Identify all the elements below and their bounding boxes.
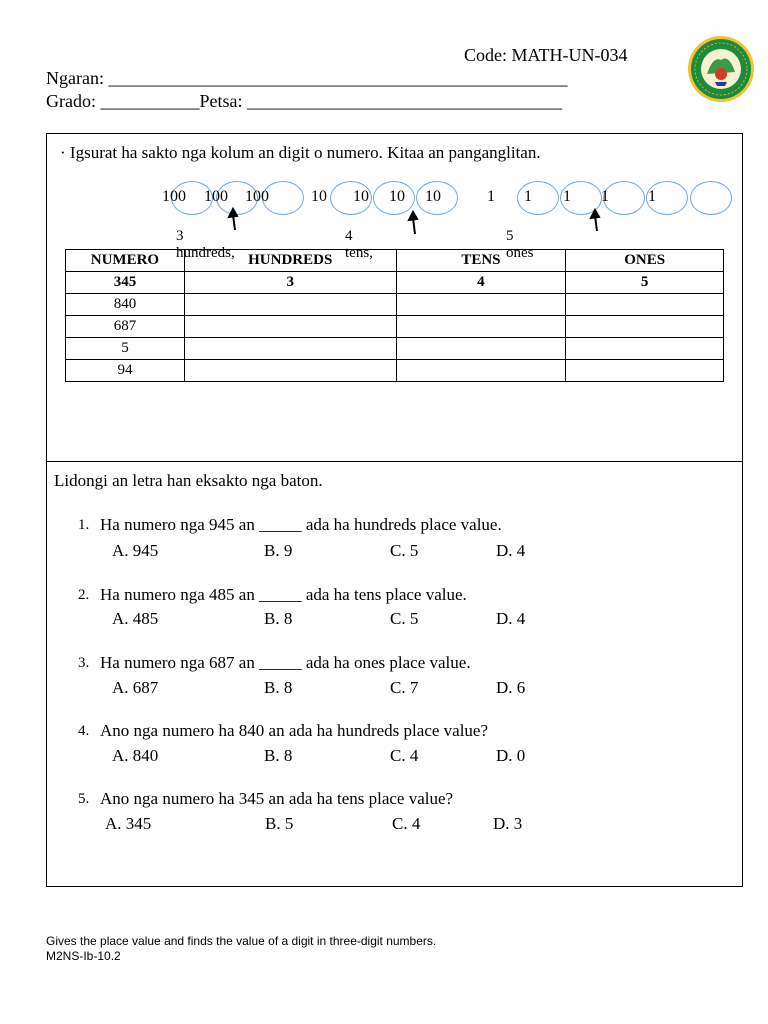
option-c[interactable]: C. 5 (390, 609, 419, 628)
option-b[interactable]: B. 5 (265, 814, 294, 833)
option-c[interactable]: C. 7 (390, 678, 419, 697)
example-number: 1 (563, 188, 571, 205)
example-number: 1 (601, 188, 609, 205)
option-c[interactable]: C. 5 (390, 541, 419, 560)
example-number: 10 (425, 188, 441, 205)
question-text: Ha numero nga 485 an _____ ada ha tens place value. (100, 585, 467, 604)
answer-cell[interactable] (184, 316, 396, 338)
grade-date-line[interactable]: Grado: ___________Petsa: ___________________________________ (46, 91, 562, 111)
example-number: 10 (311, 188, 327, 205)
table-cell: 5 (566, 272, 724, 294)
option-d[interactable]: D. 4 (496, 609, 526, 628)
table-cell: 5 (66, 338, 185, 360)
option-b[interactable]: B. 8 (264, 746, 293, 765)
table-cell: 3 (184, 272, 396, 294)
example-number: 100 (245, 188, 269, 205)
place-value-table (65, 249, 724, 382)
option-a[interactable]: A. 840 (112, 746, 159, 765)
answer-cell[interactable] (184, 294, 396, 316)
table-header-row (66, 250, 724, 272)
question-number: 1. (78, 517, 90, 533)
example-label-ones: 5 ones (506, 228, 534, 261)
question-number: 3. (78, 655, 90, 671)
question-number: 2. (78, 587, 90, 603)
option-a[interactable]: A. 345 (105, 814, 152, 833)
option-d[interactable]: D. 6 (496, 678, 526, 697)
question-text: Ha numero nga 687 an _____ ada ha ones place value. (100, 653, 471, 672)
answer-cell[interactable] (396, 294, 566, 316)
table-cell: 4 (396, 272, 566, 294)
example-number: 10 (389, 188, 405, 205)
pointer-arrows (0, 0, 768, 250)
example-label-tens: 4 tens, (345, 228, 373, 261)
answer-cell[interactable] (566, 294, 724, 316)
example-number: 100 (162, 188, 186, 205)
answer-cell[interactable] (184, 360, 396, 382)
example-number: 100 (204, 188, 228, 205)
table-cell: 687 (66, 316, 185, 338)
competency-code: M2NS-Ib-10.2 (46, 949, 121, 963)
answer-cell[interactable] (396, 360, 566, 382)
question-text: Ha numero nga 945 an _____ ada ha hundreds place value. (100, 515, 502, 534)
table-row (66, 360, 724, 382)
table-row (66, 316, 724, 338)
answer-cell[interactable] (566, 338, 724, 360)
column-header: HUNDREDS (184, 250, 396, 272)
table-cell: 345 (66, 272, 185, 294)
question-number: 5. (78, 791, 90, 807)
example-number: 1 (524, 188, 532, 205)
question-number: 4. (78, 723, 90, 739)
option-a[interactable]: A. 945 (112, 541, 159, 560)
question-text: Ano nga numero ha 840 an ada ha hundreds place value? (100, 721, 489, 740)
answer-cell[interactable] (184, 338, 396, 360)
option-b[interactable]: B. 8 (264, 678, 293, 697)
question-text: Ano nga numero ha 345 an ada ha tens place value? (100, 789, 454, 808)
example-number: 1 (487, 188, 495, 205)
table-cell: 840 (66, 294, 185, 316)
option-b[interactable]: B. 9 (264, 541, 293, 560)
option-a[interactable]: A. 485 (112, 609, 159, 628)
example-row (66, 272, 724, 294)
column-header: NUMERO (66, 250, 185, 272)
table-cell: 94 (66, 360, 185, 382)
option-d[interactable]: D. 4 (496, 541, 526, 560)
example-number: 1 (648, 188, 656, 205)
answer-cell[interactable] (396, 316, 566, 338)
option-b[interactable]: B. 8 (264, 609, 293, 628)
answer-cell[interactable] (566, 316, 724, 338)
column-header: ONES (566, 250, 724, 272)
column-header: TENS (396, 250, 566, 272)
table-row (66, 294, 724, 316)
table-row (66, 338, 724, 360)
answer-cell[interactable] (396, 338, 566, 360)
option-d[interactable]: D. 0 (496, 746, 526, 765)
option-d[interactable]: D. 3 (493, 814, 523, 833)
example-label-hundreds: 3 hundreds, (176, 228, 235, 261)
answer-cell[interactable] (566, 360, 724, 382)
worksheet-code: Code: MATH-UN-034 (464, 45, 628, 65)
example-number: 10 (353, 188, 369, 205)
section-divider (46, 461, 743, 462)
option-c[interactable]: C. 4 (390, 746, 419, 765)
part1-instruction: · Igsurat ha sakto nga kolum an digit o numero. Kitaa an panganglitan. (60, 143, 541, 162)
name-line[interactable]: Ngaran: ___________________________________________________ (46, 68, 568, 88)
competency-description: Gives the place value and finds the value of a digit in three-digit numbers. (46, 934, 437, 948)
option-a[interactable]: A. 687 (112, 678, 159, 697)
part2-instruction: Lidongi an letra han eksakto nga baton. (54, 471, 323, 490)
option-c[interactable]: C. 4 (392, 814, 421, 833)
